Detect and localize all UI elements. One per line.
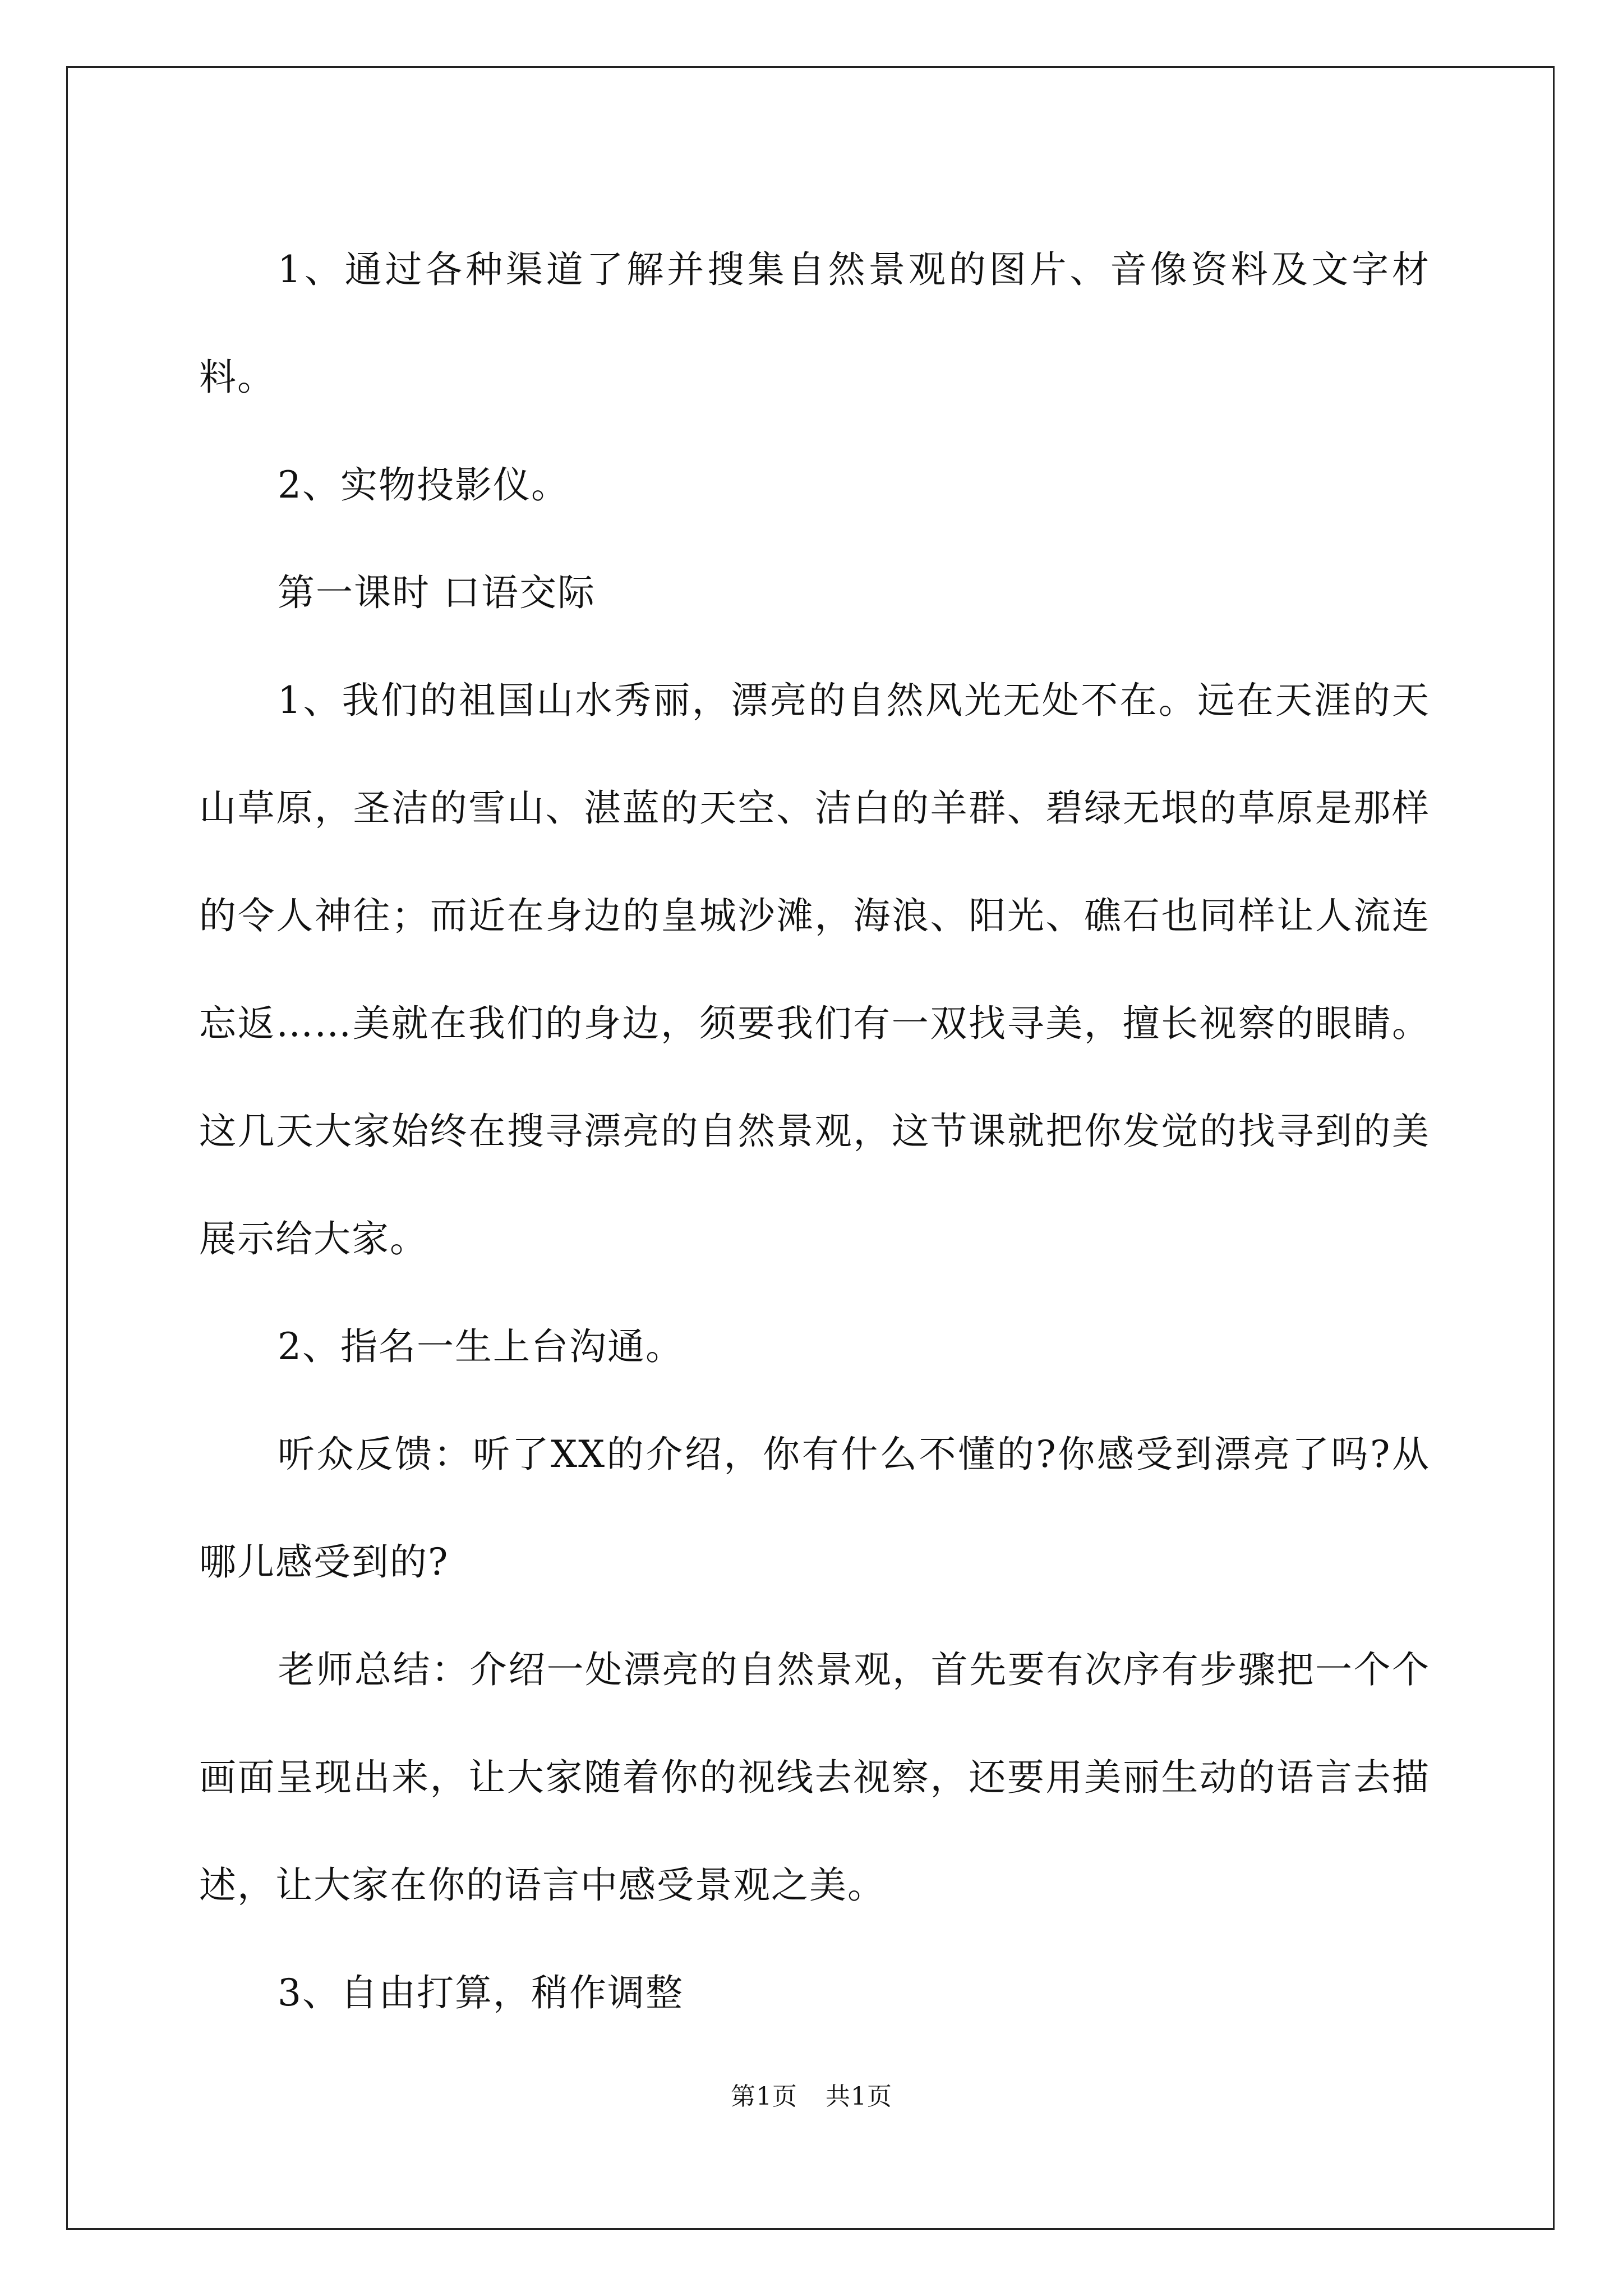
paragraph-student-share: 2、指名一生上台沟通。 (278, 1325, 684, 1368)
document-body (199, 216, 1430, 2047)
paragraph-audience-feedback: 听众反馈：听了XX的介绍，你有什么不懂的?你感受到漂亮了吗?从哪儿感受到的? (199, 1433, 1430, 1584)
paragraph-intro: 1、我们的祖国山水秀丽，漂亮的自然风光无处不在。远在天涯的天山草原，圣洁的雪山、湛蓝的天空、洁白的羊群、碧绿无垠的草原是那样的令人神往；而近在身边的皇城沙滩，海浪、阳光、礁石也同样让人流连忘返……美就在我们的身边，须要我们有一双找寻美，擅长视察的眼睛。这几天大家始终在搜寻漂亮的自然景观，这节课就把你发觉的找寻到的美展示给大家。 (199, 679, 1430, 1260)
paragraph-free-prep: 3、自由打算，稍作调整 (278, 1971, 684, 2014)
page-total: 共1页 (826, 2082, 892, 2111)
paragraph-projector: 2、实物投影仪。 (278, 463, 569, 507)
paragraph-materials: 1、通过各种渠道了解并搜集自然景观的图片、音像资料及文字材料。 (199, 248, 1430, 399)
page-number: 第1页 (731, 2082, 797, 2111)
paragraph-teacher-summary: 老师总结：介绍一处漂亮的自然景观，首先要有次序有步骤把一个个画面呈现出来，让大家随着你的视线去视察，还要用美丽生动的语言去描述，让大家在你的语言中感受景观之美。 (199, 1648, 1430, 1907)
page-footer (0, 2080, 1623, 2114)
section-heading: 第一课时 口语交际 (278, 571, 596, 614)
